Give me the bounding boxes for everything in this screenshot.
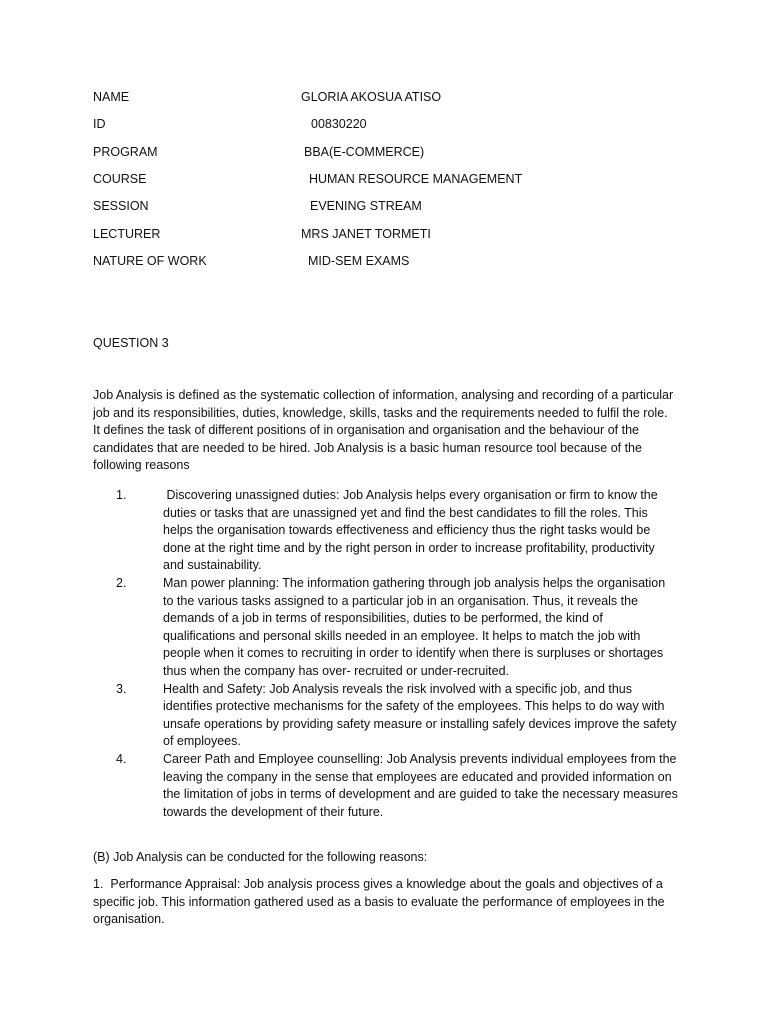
header-value-id: 00830220 xyxy=(311,117,367,131)
header-value-session: EVENING STREAM xyxy=(310,199,422,213)
header-label-session: SESSION xyxy=(93,199,149,213)
header-label-nature-of-work: NATURE OF WORK xyxy=(93,254,207,268)
list-item-number: 4. xyxy=(116,751,127,766)
intro-paragraph: Job Analysis is defined as the systematic collection of information, analysing and recording of a particular job and its responsibilities, duties, knowledge, skills, tasks and the requirements needed to fulfil the role. It defines the task of different positions of in organisation and organisation and the behaviour of the candidates that are needed to be hired. Job Analysis is a basic human resource tool because of the following reasons xyxy=(93,388,674,473)
list-item xyxy=(93,681,683,751)
header-value-course: HUMAN RESOURCE MANAGEMENT xyxy=(309,172,523,186)
header-label-id: ID xyxy=(93,117,106,131)
reasons-list xyxy=(93,487,683,821)
list-item xyxy=(93,751,683,821)
list-item-number: 3. xyxy=(116,681,127,696)
header-value-nature-of-work: MID-SEM EXAMS xyxy=(308,254,410,268)
list-item xyxy=(93,575,683,681)
list-item-text: Health and Safety: Job Analysis reveals the risk involved with a specific job, and thus identifies protective mechanisms for the safety of the employees. This helps to do way with unsafe operations by providing safety measure or installing safely devices improve the safety of employees. xyxy=(163,681,677,749)
header-label-course: COURSE xyxy=(93,172,147,186)
list-item-number: 2. xyxy=(116,575,127,590)
part-b-item-1: 1. Performance Appraisal: Job analysis process gives a knowledge about the goals and objectives of a specific job. This information gathered used as a basis to evaluate the performance of employees in the organisation. xyxy=(93,877,669,927)
list-item xyxy=(93,487,683,575)
list-item-text: Man power planning: The information gathering through job analysis helps the organisation to the various tasks assigned to a particular job in an organisation. Thus, it reveals the demands of a job in terms of responsibilities, duties to be performed, the kind of qualifications and personal skills needed in an employee. It helps to match the job with people when it comes to recruiting in order to identify when there is surpluses or shortages thus when the company has over- recruited or under-recruited. xyxy=(163,575,666,678)
header-label-program: PROGRAM xyxy=(93,145,158,159)
list-item-text: Career Path and Employee counselling: Job Analysis prevents individual employees from the leaving the company in the sense that employees are educated and provided information on the limitation of jobs in terms of development and are guided to take the necessary measures towards the development of their future. xyxy=(163,751,678,819)
header-value-name: GLORIA AKOSUA ATISO xyxy=(301,90,442,104)
header-value-program: BBA(E-COMMERCE) xyxy=(304,145,425,159)
list-item-number: 1. xyxy=(116,488,127,502)
header-label-name: NAME xyxy=(93,90,130,104)
header-value-lecturer: MRS JANET TORMETI xyxy=(301,227,431,241)
header-label-lecturer: LECTURER xyxy=(93,227,161,241)
list-item-text: Discovering unassigned duties: Job Analysis helps every organisation or firm to know the duties or tasks that are unassigned yet and find the best candidates to fill the roles. This helps the organisation towards effectiveness and efficiency thus the right tasks would be done at the right time and by the right person in order to increase profitability, productivity and sustainability. xyxy=(163,488,662,573)
question-heading: QUESTION 3 xyxy=(93,336,169,350)
part-b-heading: (B) Job Analysis can be conducted for the following reasons: xyxy=(93,850,428,864)
